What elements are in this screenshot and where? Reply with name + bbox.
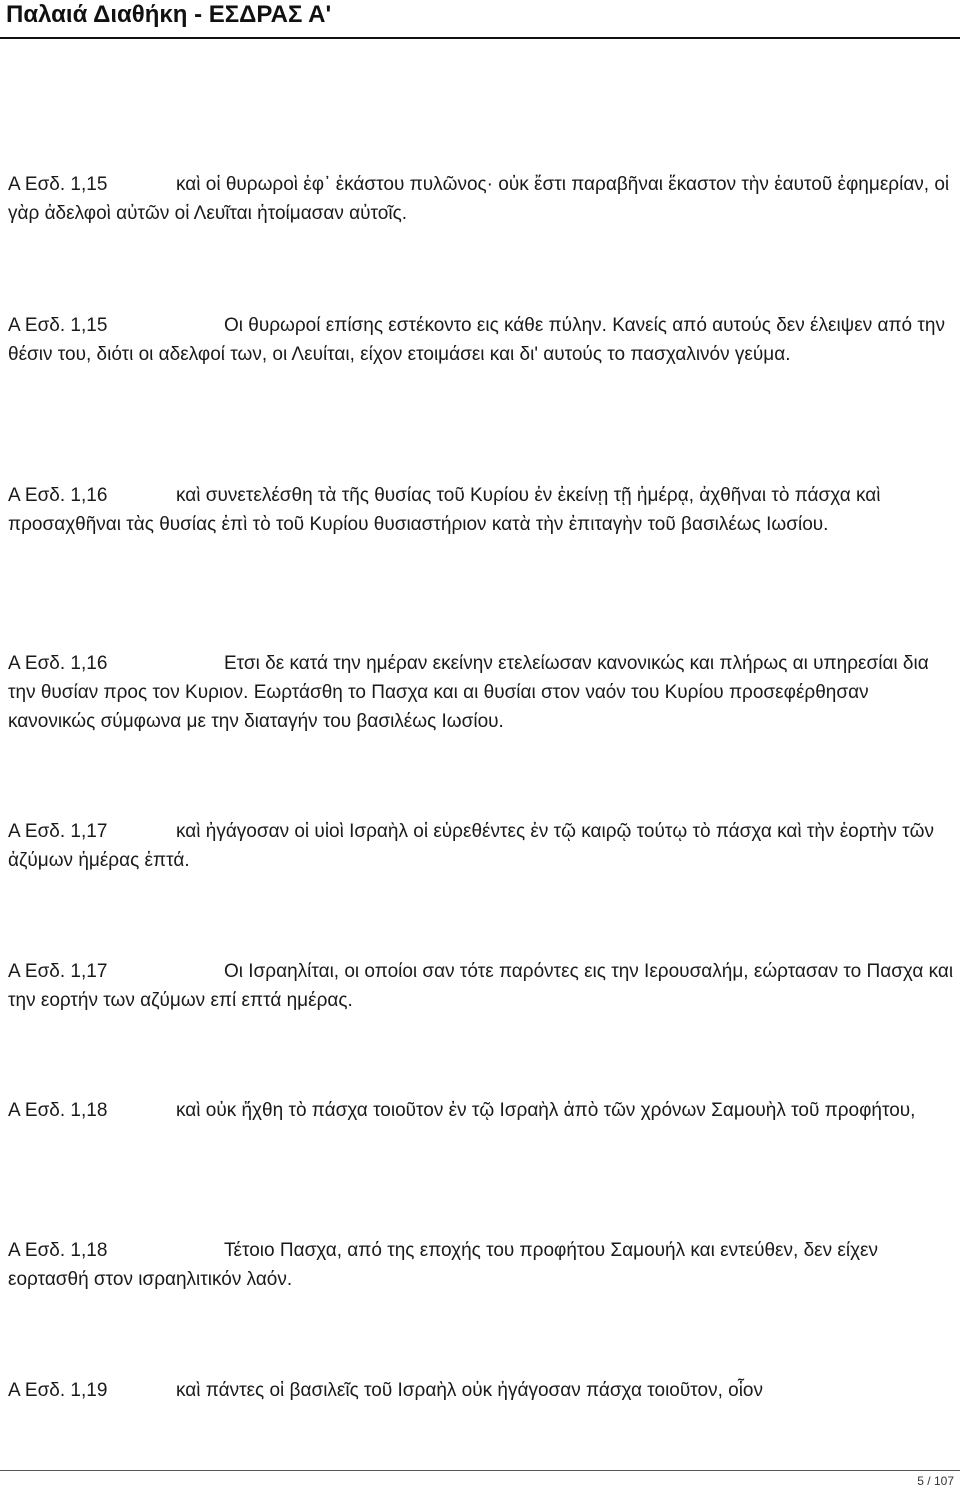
verse-block — [8, 957, 956, 1015]
verse-reference: Α Εσδ. 1,17 — [8, 961, 108, 982]
verse-paragraph — [8, 481, 956, 539]
verse-paragraph — [8, 817, 956, 875]
verse-paragraph — [8, 1236, 956, 1294]
verse-reference: Α Εσδ. 1,15 — [8, 174, 108, 195]
verse-content: καὶ πάντες οἱ βασιλεῖς τοῦ Ισραὴλ οὐκ ἠγάγοσαν πάσχα τοιοῦτον, οἷον — [176, 1380, 763, 1401]
verse-content: καὶ συνετελέσθη τὰ τῆς θυσίας τοῦ Κυρίου ἐν ἐκείνῃ τῇ ἡμέρᾳ, ἀχθῆναι τὸ πάσχα καὶ προσαχθῆναι τὰς θυσίας ἐπὶ τὸ τοῦ Κυρίου θυσιαστήριον κατὰ τὴν ἐπιταγὴν τοῦ βασιλέως Ιωσίου. — [8, 485, 881, 535]
verse-reference: Α Εσδ. 1,18 — [8, 1100, 108, 1121]
verse-reference: Α Εσδ. 1,16 — [8, 485, 108, 506]
verse-content: καὶ οὐκ ἤχθη τὸ πάσχα τοιοῦτον ἐν τῷ Ισραὴλ ἀπὸ τῶν χρόνων Σαμουὴλ τοῦ προφήτου, — [176, 1100, 916, 1121]
verse-reference: Α Εσδ. 1,15 — [8, 315, 108, 336]
verse-reference: Α Εσδ. 1,18 — [8, 1240, 108, 1261]
page-number: 5 / 107 — [917, 1474, 954, 1488]
verse-reference: Α Εσδ. 1,16 — [8, 653, 108, 674]
page-header — [0, 0, 960, 42]
verse-paragraph — [8, 1376, 956, 1405]
verse-block — [8, 481, 956, 539]
verse-paragraph — [8, 957, 956, 1015]
page-title: Παλαιά Διαθήκη - ΕΣΔΡΑΣ Α' — [6, 1, 332, 28]
verse-block — [8, 311, 956, 369]
verse-block — [8, 170, 956, 228]
footer-divider — [0, 1470, 960, 1471]
verse-block — [8, 1376, 956, 1405]
verse-paragraph — [8, 1096, 956, 1125]
verse-reference: Α Εσδ. 1,17 — [8, 821, 108, 842]
verse-block — [8, 1236, 956, 1294]
verse-reference: Α Εσδ. 1,19 — [8, 1380, 108, 1401]
verse-block — [8, 1096, 956, 1125]
verse-paragraph — [8, 311, 956, 369]
verse-content: Τέτοιο Πασχα, από της εποχής του προφήτου Σαμουήλ και εντεύθεν, δεν είχεν εορτασθή στον ισραηλιτικόν λαόν. — [8, 1240, 879, 1290]
verse-block — [8, 649, 956, 736]
verse-block — [8, 817, 956, 875]
verse-content: Οι θυρωροί επίσης εστέκοντο εις κάθε πύλην. Κανείς από αυτούς δεν έλειψεν από την θέσιν του, διότι οι αδελφοί των, οι Λευίται, είχον ετοιμάσει και δι' αυτούς το πασχαλινόν γεύμα. — [8, 315, 945, 365]
verse-content: καὶ ἠγάγοσαν οἱ υἱοὶ Ισραὴλ οἱ εὑρεθέντες ἐν τῷ καιρῷ τούτῳ τὸ πάσχα καὶ τὴν ἑορτὴν τῶν ἀζύμων ἡμέρας ἑπτά. — [8, 821, 934, 871]
verse-content: Οι Ισραηλίται, οι οποίοι σαν τότε παρόντες εις την Ιερουσαλήμ, εώρτασαν το Πασχα και την εορτήν των αζύμων επί επτά ημέρας. — [8, 961, 954, 1011]
page-footer — [0, 1470, 960, 1490]
verse-content: καὶ οἱ θυρωροὶ ἐφ᾿ ἑκάστου πυλῶνος· οὐκ ἔστι παραβῆναι ἕκαστον τὴν ἑαυτοῦ ἐφημερίαν, οἱ γὰρ ἀδελφοὶ αὐτῶν οἱ Λευῖται ἡτοίμασαν αὐτοῖς. — [8, 174, 950, 224]
verse-content: Ετσι δε κατά την ημέραν εκείνην ετελείωσαν κανονικώς και πλήρως αι υπηρεσίαι δια την θυσίαν προς τον Κυριον. Εωρτάσθη το Πασχα και αι θυσίαι στον ναόν του Κυρίου προσεφέρθησαν κανονικώς σύμφωνα με την διαταγήν του βασιλέως Ιωσίου. — [8, 653, 929, 732]
verse-paragraph — [8, 170, 956, 228]
header-divider — [0, 37, 960, 39]
verse-paragraph — [8, 649, 956, 736]
